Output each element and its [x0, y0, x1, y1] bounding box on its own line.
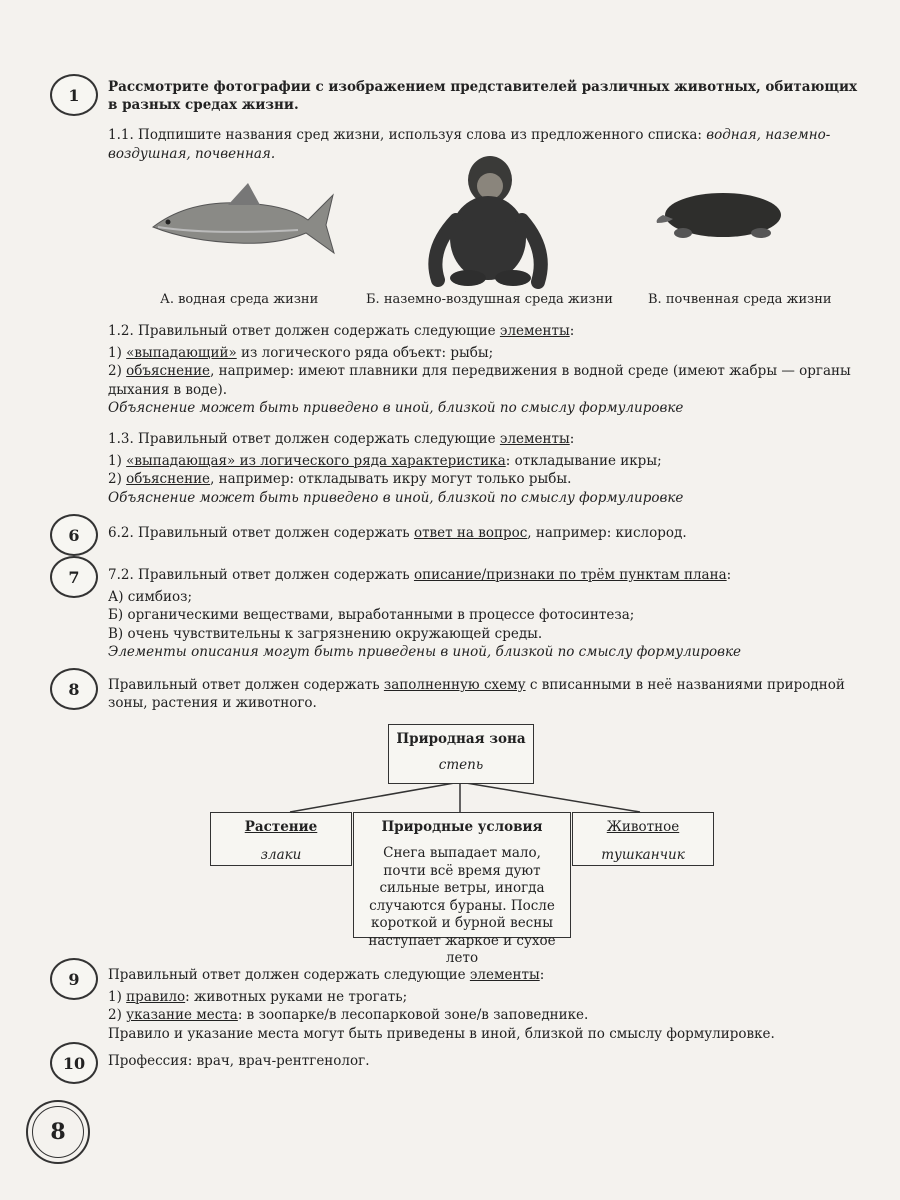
q9-underlined: элементы — [469, 967, 540, 983]
q9-colon: : — [539, 967, 545, 983]
q9-item-2 — [108, 1006, 860, 1024]
q1-3-note: Объяснение может быть приведено в иной, близкой по смыслу формулировке — [108, 489, 684, 506]
question-number-6: 6 — [50, 514, 98, 556]
q1-intro-text: Рассмотрите фотографии с изображением представителей различных животных, обитающих в разных средах жизни. — [108, 79, 858, 114]
page-number — [26, 1100, 90, 1164]
scheme-conditions-box — [353, 812, 571, 967]
q1-2-item-2-term: объяснение — [126, 363, 211, 380]
scheme-zone-heading: Природная зона — [396, 731, 526, 747]
scheme-plant-box — [210, 812, 352, 866]
q8-lead: Правильный ответ должен содержать — [108, 677, 384, 693]
question-number-9: 9 — [50, 958, 98, 1000]
q1-2-item-1-num: 1) — [108, 345, 127, 362]
caption-a: А. водная среда жизни — [160, 292, 319, 307]
page-number-text: 8 — [50, 1119, 66, 1145]
q9-item-1-rest: : животных руками не трогать; — [185, 989, 408, 1006]
scheme-animal-heading: Животное — [606, 819, 680, 835]
q1-2-lead: 1.2. Правильный ответ должен содержать следующие — [108, 323, 500, 339]
q1-1-lead: 1.1. Подпишите названия сред жизни, используя слова из предложенного списка: — [108, 127, 707, 144]
question-number-7: 7 — [50, 556, 98, 598]
q7-item-a: А) симбиоз; — [108, 589, 193, 606]
q1-3-lead-underlined: элементы — [499, 431, 570, 447]
scheme-zone-box — [388, 724, 534, 784]
q8-underlined: заполненную схему — [383, 677, 526, 693]
caption-c: В. почвенная среда жизни — [648, 292, 832, 307]
q9-item-2-rest: : в зоопарке/в лесопарковой зоне/в заповеднике. — [237, 1007, 589, 1024]
q9-item-1-term: правило — [126, 989, 186, 1006]
q9-item-2-term: указание места — [126, 1007, 238, 1024]
q7-note: Элементы описания могут быть приведены в иной, близкой по смыслу формулировке — [108, 643, 742, 660]
q9-answer — [108, 966, 860, 1043]
q7-underlined: описание/признаки по трём пунктам плана — [413, 567, 727, 583]
q1-3-item-1-num: 1) — [108, 453, 127, 470]
q1-2-note: Объяснение может быть приведено в иной, близкой по смыслу формулировке — [108, 399, 684, 416]
question-number-8: 8 — [50, 668, 98, 710]
q1-2-item-1-rest: из логического ряда объект: рыбы; — [236, 345, 494, 362]
question-number-1: 1 — [50, 74, 98, 116]
scheme-conditions-value: Снега выпадает мало, почти всё время дуют сильные ветры, иногда случаются бураны. После короткой и бурной весны наступает жаркое и сухое лето — [368, 845, 556, 967]
question-number-10: 10 — [50, 1042, 98, 1084]
q7-item-c: В) очень чувствительны к загрязнению окружающей среды. — [108, 625, 543, 642]
q9-lead: Правильный ответ должен содержать следующие — [108, 967, 470, 983]
q1-3-item-1-term: «выпадающая» из логического ряда характеристика — [126, 453, 506, 470]
scheme-plant-heading: Растение — [244, 819, 318, 835]
scheme-zone-value: степь — [438, 757, 484, 773]
q9-lead-line — [108, 966, 860, 984]
scheme-conditions-heading: Природные условия — [381, 819, 543, 835]
q9-item-1-num: 1) — [108, 989, 127, 1006]
q1-2-lead-line: 1.2. Правильный ответ должен содержать следующие элементы: — [108, 323, 575, 339]
q1-2-item-1-term: «выпадающий» — [126, 345, 237, 362]
caption-b: Б. наземно-воздушная среда жизни — [366, 292, 613, 307]
q1-2-item-2-rest: , например: имеют плавники для передвижения в водной среде (имеют жабры — органы дыхания в воде). — [108, 363, 851, 398]
scheme-animal-value: тушканчик — [601, 847, 685, 863]
q9-item-2-num: 2) — [108, 1007, 127, 1024]
q1-3-item-2-rest: , например: откладывать икру могут только рыбы. — [210, 471, 572, 488]
q1-3-item-1-rest: : откладывание икры; — [505, 453, 662, 470]
q9-item-1 — [108, 988, 860, 1006]
q8-rest: с вписанными в неё названиями природной зоны, растения и животного. — [108, 677, 845, 712]
q7-colon: : — [726, 567, 732, 583]
q6-lead: 6.2. Правильный ответ должен содержать — [108, 525, 414, 541]
q10-answer — [108, 1052, 860, 1070]
q6-underlined: ответ на вопрос — [413, 525, 528, 541]
q10-text: Профессия: врач, врач-рентгенолог. — [108, 1053, 370, 1069]
q1-3-item-2-num: 2) — [108, 471, 127, 488]
scheme-plant-value: злаки — [260, 847, 302, 863]
q1-3-lead-line: 1.3. Правильный ответ должен содержать следующие элементы: — [108, 431, 575, 447]
scheme-animal-box — [572, 812, 714, 866]
q1-2-lead-underlined: элементы — [499, 323, 570, 339]
q7-item-b: Б) органическими веществами, выработанными в процессе фотосинтеза; — [108, 607, 635, 624]
q7-lead: 7.2. Правильный ответ должен содержать — [108, 567, 414, 583]
q1-1-list: водная, наземно-воздушная, почвенная. — [108, 127, 831, 162]
q9-note: Правило и указание места могут быть приведены в иной, близкой по смыслу формулировке. — [108, 1025, 775, 1042]
q1-2-item-2-num: 2) — [108, 363, 127, 380]
q1-3-item-2-term: объяснение — [126, 471, 211, 488]
q6-rest: , например: кислород. — [527, 525, 687, 541]
q1-3-lead: 1.3. Правильный ответ должен содержать следующие — [108, 431, 500, 447]
